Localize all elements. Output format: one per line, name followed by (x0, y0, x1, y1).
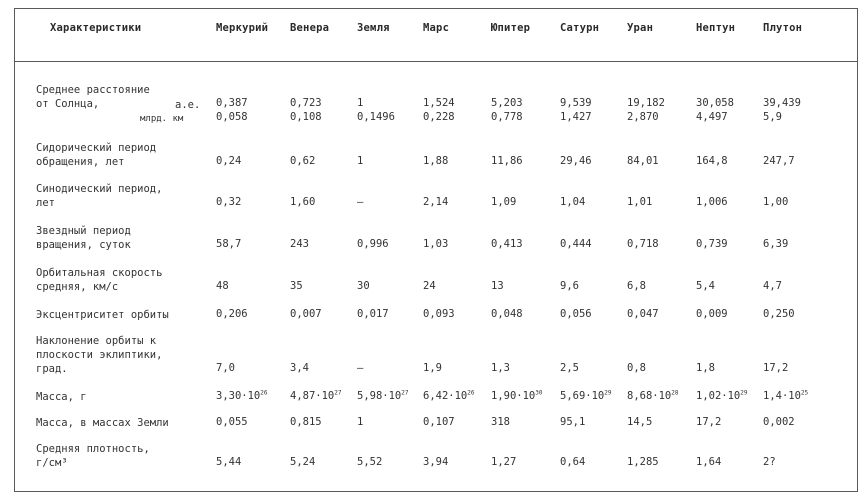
cell-value: 1,64 (696, 456, 722, 468)
row-label-5 (36, 308, 169, 322)
row-label-6 (36, 334, 162, 376)
cell-value: 0,047 (627, 308, 659, 320)
cell-mantissa: 4,87·10 (290, 390, 335, 402)
row-label-line: вращения, суток (36, 239, 131, 251)
cell-value: 1 (357, 155, 364, 167)
cell-value: 5,44 (216, 456, 242, 468)
cell-mantissa: 5,69·10 (560, 390, 605, 402)
column-header-7: Уран (627, 22, 654, 34)
cell-value: 14,5 (627, 416, 653, 428)
cell-value: 0,444 (560, 238, 592, 250)
column-header-3: Земля (357, 22, 390, 34)
cell-value: 4,7 (763, 280, 782, 292)
cell-value: 6,39 (763, 238, 789, 250)
row-label-line: от Солнца, (36, 98, 100, 110)
cell-value (491, 390, 543, 402)
cell-value: 1,60 (290, 196, 316, 208)
cell-mantissa: 6,42·10 (423, 390, 468, 402)
cell-exponent: 26 (467, 389, 475, 397)
cell-value: 48 (216, 280, 229, 292)
cell-value: 17,2 (763, 362, 789, 374)
cell-value: 1 (357, 97, 364, 109)
cell-value: 11,86 (491, 155, 523, 167)
cell-value: 243 (290, 238, 309, 250)
cell-value: 1,03 (423, 238, 449, 250)
row-label-line: плоскости эклиптики, (36, 349, 163, 361)
cell-value: 1,006 (696, 196, 728, 208)
cell-value: — (357, 196, 364, 208)
row-label-line: Средняя плотность, (36, 443, 150, 455)
row-label-line: обращения, лет (36, 156, 125, 168)
cell-exponent: 27 (401, 389, 409, 397)
row-label-0 (36, 83, 150, 111)
cell-value: 58,7 (216, 238, 242, 250)
cell-value: 1,524 (423, 97, 455, 109)
cell-value (627, 390, 679, 402)
cell-value-secondary: 1,427 (560, 111, 592, 123)
cell-value-secondary: 0,778 (491, 111, 523, 123)
cell-value: 0,62 (290, 155, 316, 167)
cell-value (423, 390, 475, 402)
column-header-4: Марс (423, 22, 450, 34)
row-label-4 (36, 266, 162, 294)
cell-value-secondary: 0,108 (290, 111, 322, 123)
cell-value: 6,8 (627, 280, 646, 292)
cell-value: 17,2 (696, 416, 722, 428)
cell-value: 0,206 (216, 308, 248, 320)
cell-value (696, 390, 748, 402)
row-label-9 (36, 442, 150, 470)
row-label-line: Сидорический период (36, 142, 157, 154)
cell-value: 0,048 (491, 308, 523, 320)
cell-value: 95,1 (560, 416, 586, 428)
cell-value: 29,46 (560, 155, 592, 167)
cell-value: 1,09 (491, 196, 517, 208)
cell-value: 35 (290, 280, 303, 292)
cell-value: 247,7 (763, 155, 795, 167)
cell-value: 0,8 (627, 362, 646, 374)
column-header-9: Плутон (763, 22, 803, 34)
row-label-line: Наклонение орбиты к (36, 335, 157, 347)
row-label-line: Орбитальная скорость (36, 267, 163, 279)
cell-mantissa: 1,90·10 (491, 390, 536, 402)
unit-au-label: а.е. (175, 99, 201, 111)
cell-value: 2? (763, 456, 776, 468)
cell-value: 0,055 (216, 416, 248, 428)
row-label-7 (36, 390, 87, 404)
cell-exponent: 29 (740, 389, 748, 397)
row-label-line: Звездный период (36, 225, 131, 237)
cell-value-secondary: 0,228 (423, 111, 455, 123)
cell-value-secondary: 0,058 (216, 111, 248, 123)
cell-value: 3,94 (423, 456, 449, 468)
cell-value: 9,539 (560, 97, 592, 109)
cell-mantissa: 5,98·10 (357, 390, 402, 402)
cell-value-secondary: 2,870 (627, 111, 659, 123)
cell-value: 0,723 (290, 97, 322, 109)
cell-value: 39,439 (763, 97, 801, 109)
cell-value (216, 390, 268, 402)
cell-value: 318 (491, 416, 510, 428)
cell-value: 19,182 (627, 97, 665, 109)
cell-value (357, 390, 409, 402)
cell-exponent: 29 (604, 389, 612, 397)
row-label-line: Масса, в массах Земли (36, 417, 169, 429)
header-divider (15, 61, 857, 62)
cell-value: 0,002 (763, 416, 795, 428)
cell-value: 3,4 (290, 362, 309, 374)
cell-value: 1,9 (423, 362, 442, 374)
cell-value: 0,24 (216, 155, 242, 167)
cell-value (560, 390, 612, 402)
cell-value: 0,413 (491, 238, 523, 250)
cell-value: 0,056 (560, 308, 592, 320)
cell-value: 5,203 (491, 97, 523, 109)
row-label-2 (36, 182, 162, 210)
cell-value-secondary: 0,1496 (357, 111, 395, 123)
cell-value: 1,27 (491, 456, 517, 468)
cell-value: 0,718 (627, 238, 659, 250)
cell-mantissa: 1,4·10 (763, 390, 801, 402)
cell-value: 0,739 (696, 238, 728, 250)
cell-value: 0,007 (290, 308, 322, 320)
cell-exponent: 26 (260, 389, 268, 397)
cell-mantissa: 3,30·10 (216, 390, 261, 402)
unit-km-label: млрд. км (140, 114, 184, 124)
cell-value: 1,01 (627, 196, 653, 208)
cell-value: 1,88 (423, 155, 449, 167)
cell-value: 0,250 (763, 308, 795, 320)
column-header-2: Венера (290, 22, 330, 34)
cell-value: 1 (357, 416, 364, 428)
cell-value: 5,52 (357, 456, 383, 468)
cell-value: 30,058 (696, 97, 734, 109)
column-header-0: Характеристики (50, 22, 142, 34)
cell-exponent: 25 (800, 389, 809, 397)
cell-value: 30 (357, 280, 370, 292)
column-header-5: Юпитер (491, 22, 531, 34)
cell-value: 24 (423, 280, 436, 292)
row-label-line: Масса, г (36, 391, 87, 403)
cell-value: 1,04 (560, 196, 586, 208)
cell-value: 164,8 (696, 155, 728, 167)
row-label-line: средняя, км/с (36, 281, 119, 293)
row-label-line: лет (36, 197, 55, 209)
cell-value: 0,017 (357, 308, 389, 320)
cell-value: 5,4 (696, 280, 715, 292)
cell-value: 1,00 (763, 196, 789, 208)
row-label-line: Синодический период, (36, 183, 163, 195)
row-label-8 (36, 416, 169, 430)
cell-value: 2,5 (560, 362, 579, 374)
cell-value (290, 390, 342, 402)
column-header-8: Нептун (696, 22, 736, 34)
cell-value: 1,285 (627, 456, 659, 468)
cell-value: 0,64 (560, 456, 586, 468)
row-label-line: Эксцентриситет орбиты (36, 309, 169, 321)
cell-value: 0,107 (423, 416, 455, 428)
cell-value: 0,996 (357, 238, 389, 250)
cell-value: — (357, 362, 364, 374)
cell-value: 0,815 (290, 416, 322, 428)
cell-value: 7,0 (216, 362, 235, 374)
cell-value: 84,01 (627, 155, 659, 167)
cell-exponent: 28 (671, 389, 679, 397)
cell-exponent: 27 (334, 389, 342, 397)
cell-value-secondary: 5,9 (763, 111, 782, 123)
cell-exponent: 30 (535, 389, 543, 397)
column-header-6: Сатурн (560, 22, 600, 34)
cell-value (763, 390, 808, 402)
cell-value: 0,093 (423, 308, 455, 320)
cell-value: 5,24 (290, 456, 316, 468)
column-header-1: Меркурий (216, 22, 269, 34)
row-label-line: г/см³ (36, 457, 68, 469)
cell-value: 0,387 (216, 97, 248, 109)
row-label-3 (36, 224, 131, 252)
cell-value: 0,32 (216, 196, 242, 208)
cell-value: 0,009 (696, 308, 728, 320)
cell-value: 13 (491, 280, 504, 292)
row-label-line: Среднее расстояние (36, 84, 150, 96)
cell-value: 1,3 (491, 362, 510, 374)
cell-value: 9,6 (560, 280, 579, 292)
cell-mantissa: 1,02·10 (696, 390, 741, 402)
cell-value: 1,8 (696, 362, 715, 374)
cell-mantissa: 8,68·10 (627, 390, 672, 402)
row-label-1 (36, 141, 156, 169)
cell-value: 2,14 (423, 196, 449, 208)
row-label-line: град. (36, 363, 68, 375)
cell-value-secondary: 4,497 (696, 111, 728, 123)
